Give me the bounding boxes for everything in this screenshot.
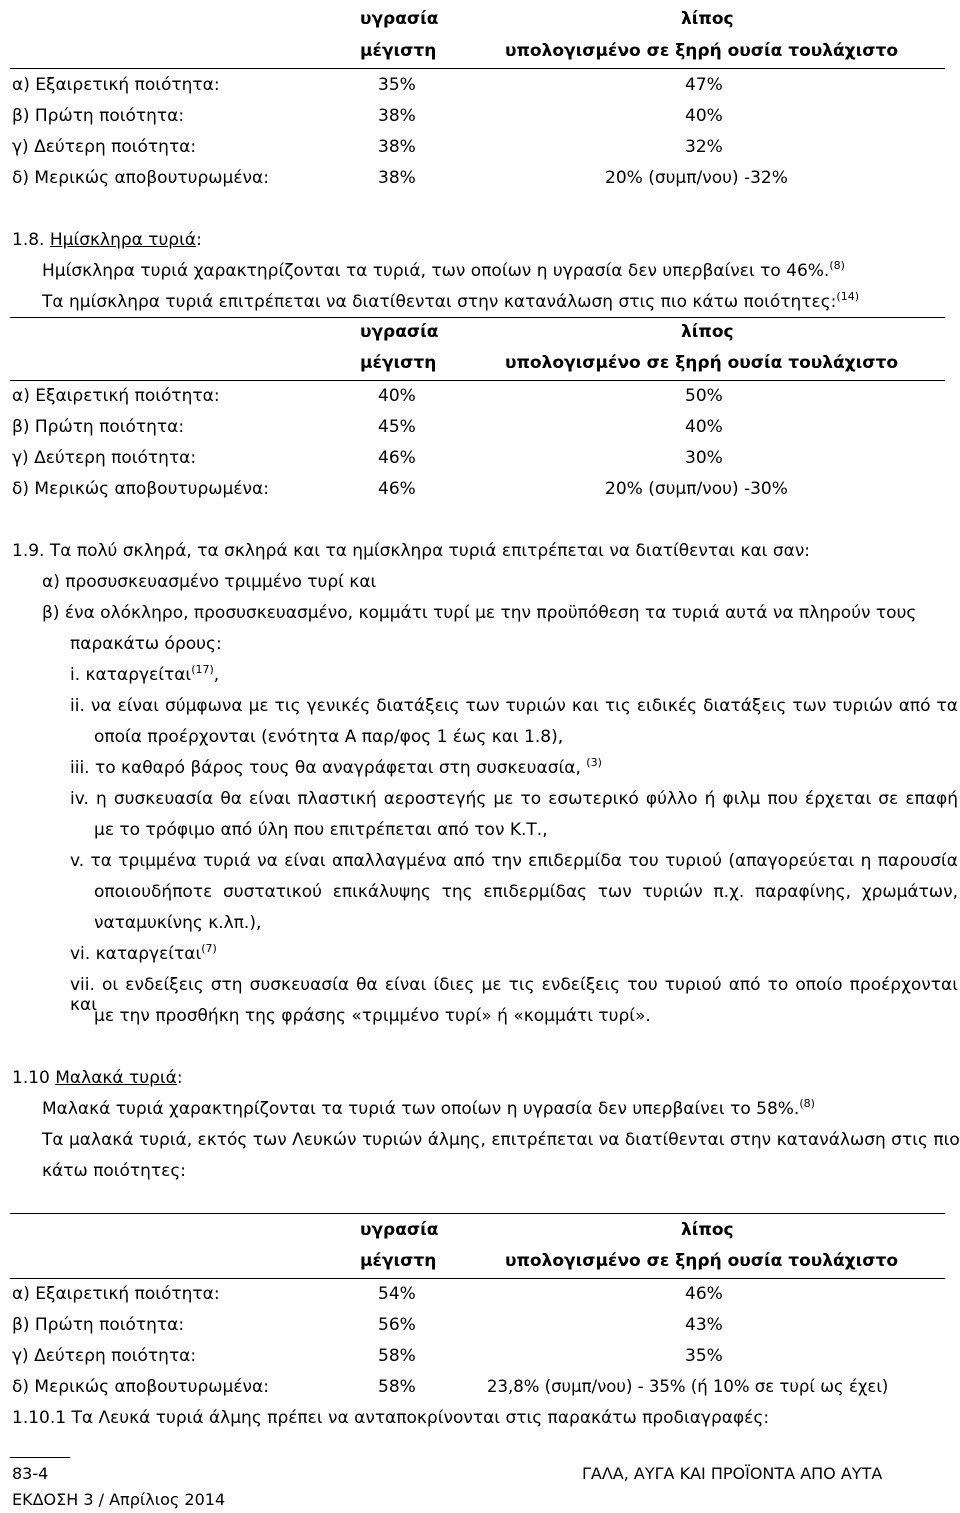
table-cell-fat: 20% (συμπ/νου) -32%: [605, 168, 788, 188]
header-moisture-max: μέγιστη: [360, 353, 437, 373]
list-subitem-continued: οποιουδήποτε συστατικού επικάλυψης της επιδερμίδας των τυριών π.χ. παραφίνης, χρωμάτων,: [94, 882, 958, 902]
table-cell-moisture: 56%: [378, 1315, 416, 1335]
list-item: β) ένα ολόκληρο, προσυσκευασμένο, κομμάτι τυρί με την προϋπόθεση τα τυριά αυτά να πληρούν τους: [42, 603, 917, 623]
paragraph-text: Τα ημίσκληρα τυριά επιτρέπεται να διατίθενται στην κατανάλωση στις πιο κάτω ποιότητες:: [42, 292, 837, 312]
table-row-label: δ) Μερικώς αποβουτυρωμένα:: [12, 479, 269, 499]
table-cell-fat: 20% (συμπ/νου) -30%: [605, 479, 788, 499]
table-row-label: β) Πρώτη ποιότητα:: [12, 1315, 185, 1335]
table-cell-fat: 40%: [685, 417, 723, 437]
list-subitem: vii. οι ενδείξεις στη συσκευασία θα είναι ίδιες με τις ενδείξεις του τυριού από το οποίο προέρχονται και: [70, 975, 958, 1015]
footer-rule: [10, 1457, 70, 1458]
table-row-label: δ) Μερικώς αποβουτυρωμένα:: [12, 168, 269, 188]
table2-divider: [10, 380, 945, 381]
section-paragraph: κάτω ποιότητες:: [42, 1161, 187, 1181]
paragraph-text: Μαλακά τυριά χαρακτηρίζονται τα τυριά των οποίων η υγρασία δεν υπερβαίνει το 58%.: [42, 1099, 800, 1119]
footnote-ref: (3): [586, 756, 602, 769]
section-number: 1.10: [12, 1068, 50, 1088]
list-item: α) προσυσκευασμένο τριμμένο τυρί και: [42, 572, 377, 592]
footnote-ref: (8): [829, 259, 845, 272]
table1-divider: [10, 68, 945, 69]
table-cell-moisture: 45%: [378, 417, 416, 437]
table-cell-fat: 30%: [685, 448, 723, 468]
table-row-label: β) Πρώτη ποιότητα:: [12, 106, 185, 126]
footnote-ref: (7): [201, 942, 217, 955]
table-row-label: γ) Δεύτερη ποιότητα:: [12, 448, 197, 468]
footer-page-number: 83-4: [12, 1464, 49, 1483]
table-cell-fat: 23,8% (συμπ/νου) - 35% (ή 10% σε τυρί ως έχει): [487, 1377, 889, 1396]
section-title-colon: :: [196, 230, 202, 250]
table-row-label: α) Εξαιρετική ποιότητα:: [12, 75, 220, 95]
header-fat-basis: υπολογισμένο σε ξηρή ουσία τουλάχιστο: [505, 353, 899, 373]
subitem-text: i. καταργείται: [70, 665, 192, 685]
table2-top-rule: [10, 317, 945, 318]
list-item-continued: παρακάτω όρους:: [70, 634, 222, 654]
section-paragraph: [42, 292, 859, 312]
header-fat: λίπος: [681, 322, 734, 342]
section-title-colon: :: [176, 1068, 183, 1088]
list-subitem-continued: οποία προέρχονται (ενότητα Α παρ/φος 1 έως και 1.8),: [94, 727, 564, 747]
table-cell-moisture: 54%: [378, 1284, 416, 1304]
header-moisture: υγρασία: [360, 9, 439, 29]
table-cell-fat: 35%: [685, 1346, 723, 1366]
subitem-text: ,: [213, 665, 220, 685]
table-row-label: γ) Δεύτερη ποιότητα:: [12, 1346, 197, 1366]
list-subitem: ii. να είναι σύμφωνα με τις γενικές διατάξεις των τυριών και τις ειδικές διατάξεις των τυριών από τα: [70, 696, 958, 716]
table-cell-moisture: 38%: [378, 168, 416, 188]
section-title: Ημίσκληρα τυριά: [49, 230, 197, 250]
header-moisture-max: μέγιστη: [360, 41, 437, 61]
table-cell-moisture: 35%: [378, 75, 416, 95]
table3-top-rule: [10, 1213, 945, 1214]
section-heading: [12, 230, 202, 250]
table-cell-fat: 32%: [685, 137, 723, 157]
subitem-text: vi. καταργείται: [70, 944, 202, 964]
list-subitem: [70, 665, 219, 685]
section-title: Μαλακά τυριά: [55, 1068, 177, 1088]
list-subitem-continued: ναταμυκίνης κ.λπ.),: [94, 913, 262, 933]
list-subitem: [70, 944, 217, 964]
footer-chapter: ΓΑΛΑ, ΑΥΓΑ ΚΑΙ ΠΡΟΪΟΝΤΑ ΑΠΟ ΑΥΤΑ: [582, 1464, 883, 1483]
header-fat-basis: υπολογισμένο σε ξηρή ουσία τουλάχιστο: [505, 1251, 899, 1271]
table-cell-fat: 50%: [685, 386, 723, 406]
section-number: 1.8.: [12, 230, 45, 250]
table-cell-fat: 43%: [685, 1315, 723, 1335]
table-cell-fat: 46%: [685, 1284, 723, 1304]
list-subitem: [70, 758, 602, 778]
table-row-label: γ) Δεύτερη ποιότητα:: [12, 137, 197, 157]
table-cell-fat: 40%: [685, 106, 723, 126]
footnote-ref: (17): [191, 663, 214, 676]
header-moisture-max: μέγιστη: [360, 1251, 437, 1271]
section-paragraph: Τα μαλακά τυριά, εκτός των Λευκών τυριών άλμης, επιτρέπεται να διατίθενται στην κατανάλωση στις πιο: [42, 1130, 960, 1150]
header-fat: λίπος: [681, 9, 734, 29]
list-subitem: v. τα τριμμένα τυριά να είναι απαλλαγμένα από την επιδερμίδα του τυριού (απαγορεύεται η παρουσία: [70, 851, 958, 871]
section-paragraph: [42, 261, 845, 281]
table-row-label: δ) Μερικώς αποβουτυρωμένα:: [12, 1377, 269, 1397]
table-cell-moisture: 58%: [378, 1346, 416, 1366]
table-cell-fat: 47%: [685, 75, 723, 95]
header-fat-basis: υπολογισμένο σε ξηρή ουσία τουλάχιστο: [505, 41, 899, 61]
table-row-label: α) Εξαιρετική ποιότητα:: [12, 1284, 220, 1304]
table-cell-moisture: 40%: [378, 386, 416, 406]
list-subitem-continued: με την προσθήκη της φράσης «τριμμένο τυρί» ή «κομμάτι τυρί».: [94, 1006, 651, 1026]
list-subitem: iv. η συσκευασία θα είναι πλαστική αεροστεγής με το εσωτερικό φύλλο ή φιλμ που έρχεται σε επαφή: [70, 789, 958, 809]
footer-edition: ΕΚΔΟΣΗ 3 / Απρίλιος 2014: [12, 1490, 226, 1509]
footnote-ref: (14): [836, 290, 859, 303]
table3-divider: [10, 1278, 945, 1279]
list-subitem-continued: με το τρόφιμο από ύλη που επιτρέπεται από τον Κ.Τ.,: [94, 820, 548, 840]
table-row-label: β) Πρώτη ποιότητα:: [12, 417, 185, 437]
table-cell-moisture: 58%: [378, 1377, 416, 1397]
header-fat: λίπος: [681, 1220, 734, 1240]
header-moisture: υγρασία: [360, 1220, 439, 1240]
section-paragraph: 1.9. Τα πολύ σκληρά, τα σκληρά και τα ημίσκληρα τυριά επιτρέπεται να διατίθενται και σαν:: [12, 541, 811, 561]
section-paragraph: [42, 1099, 815, 1119]
section-heading: [12, 1068, 183, 1088]
table-row-label: α) Εξαιρετική ποιότητα:: [12, 386, 220, 406]
footnote-ref: (8): [799, 1097, 815, 1110]
table-cell-moisture: 46%: [378, 448, 416, 468]
table-cell-moisture: 46%: [378, 479, 416, 499]
paragraph-text: Ημίσκληρα τυριά χαρακτηρίζονται τα τυριά, των οποίων η υγρασία δεν υπερβαίνει το 46%.: [42, 261, 830, 281]
table-cell-moisture: 38%: [378, 106, 416, 126]
subitem-text: iii. το καθαρό βάρος τους θα αναγράφεται στη συσκευασία,: [70, 758, 581, 778]
header-moisture: υγρασία: [360, 322, 439, 342]
section-1-10-1: 1.10.1 Τα Λευκά τυριά άλμης πρέπει να ανταποκρίνονται στις παρακάτω προδιαγραφές:: [12, 1408, 770, 1428]
table-cell-moisture: 38%: [378, 137, 416, 157]
